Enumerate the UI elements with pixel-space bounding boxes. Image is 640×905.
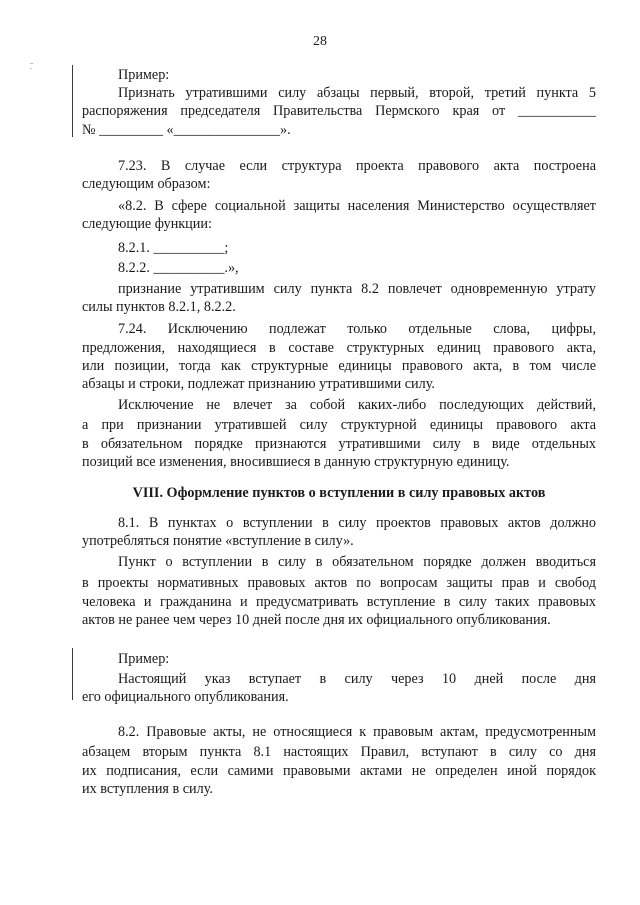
- paragraph-line: а при признании утратившей силу структурной единицы правового акта: [82, 417, 596, 433]
- example-label: Пример:: [118, 651, 170, 667]
- example-text-line: Признать утратившими силу абзацы первый, второй, третий пункта 5: [118, 85, 596, 101]
- quoted-line: «8.2. В сфере социальной защиты населения Министерство осуществляет: [118, 198, 596, 214]
- paragraph-line: абзацем вторым пункта 8.1 настоящих Правил, вступают в силу со дня: [82, 744, 596, 760]
- paragraph-line: их подписания, если самими правовыми актами не определен иной порядок: [82, 763, 596, 779]
- scan-speck: [30, 68, 32, 69]
- revision-bar: [72, 65, 73, 137]
- paragraph-line: абзацы и строки, подлежат признанию утратившими силу.: [82, 376, 435, 392]
- paragraph-line: их вступления в силу.: [82, 781, 213, 797]
- paragraph-line: 8.1. В пунктах о вступлении в силу проектов правовых актов должно: [118, 515, 596, 531]
- example-text-line: его официального опубликования.: [82, 689, 289, 705]
- quoted-line: 8.2.1. __________;: [118, 240, 229, 256]
- paragraph-line: силы пунктов 8.2.1, 8.2.2.: [82, 299, 236, 315]
- paragraph-line: или позиции, тогда как структурные единицы правового акта, в том числе: [82, 358, 596, 374]
- quoted-line: 8.2.2. __________.»,: [118, 260, 239, 276]
- paragraph-line: человека и гражданина и предусматривать вступление в силу таких правовых: [82, 594, 596, 610]
- example-label: Пример:: [118, 67, 170, 83]
- paragraph-line: следующим образом:: [82, 176, 211, 192]
- page-number: 28: [313, 34, 327, 49]
- paragraph-line: актов не ранее чем через 10 дней после дня их официального опубликования.: [82, 612, 551, 628]
- example-text-line: распоряжения председателя Правительства Пермского края от ___________: [82, 103, 596, 119]
- paragraph-line: признание утратившим силу пункта 8.2 повлечет одновременную утрату: [118, 281, 596, 297]
- paragraph-line: 7.24. Исключению подлежат только отдельные слова, цифры,: [118, 321, 596, 337]
- paragraph-line: в обязательном порядке признаются утратившими силу в виде отдельных: [82, 436, 596, 452]
- paragraph-line: Пункт о вступлении в силу в обязательном порядке должен вводиться: [118, 554, 596, 570]
- paragraph-line: позиций все изменения, вносившиеся в данную структурную единицу.: [82, 454, 510, 470]
- section-heading: VIII. Оформление пунктов о вступлении в силу правовых актов: [132, 485, 546, 501]
- paragraph-line: употребляться понятие «вступление в силу».: [82, 533, 354, 549]
- example-text-line: Настоящий указ вступает в силу через 10 дней после дня: [118, 671, 596, 687]
- paragraph-line: 8.2. Правовые акты, не относящиеся к правовым актам, предусмотренным: [118, 724, 596, 740]
- scan-speck: [30, 63, 33, 64]
- revision-bar: [72, 648, 73, 700]
- paragraph-line: предложения, находящиеся в составе структурных единиц правового акта,: [82, 340, 596, 356]
- paragraph-line: Исключение не влечет за собой каких-либо последующих действий,: [118, 397, 596, 413]
- example-text-line: № _________ «_______________».: [82, 122, 291, 138]
- paragraph-line: в проекты нормативных правовых актов по вопросам защиты прав и свобод: [82, 575, 596, 591]
- paragraph-line: 7.23. В случае если структура проекта правового акта построена: [118, 158, 596, 174]
- quoted-line: следующие функции:: [82, 216, 212, 232]
